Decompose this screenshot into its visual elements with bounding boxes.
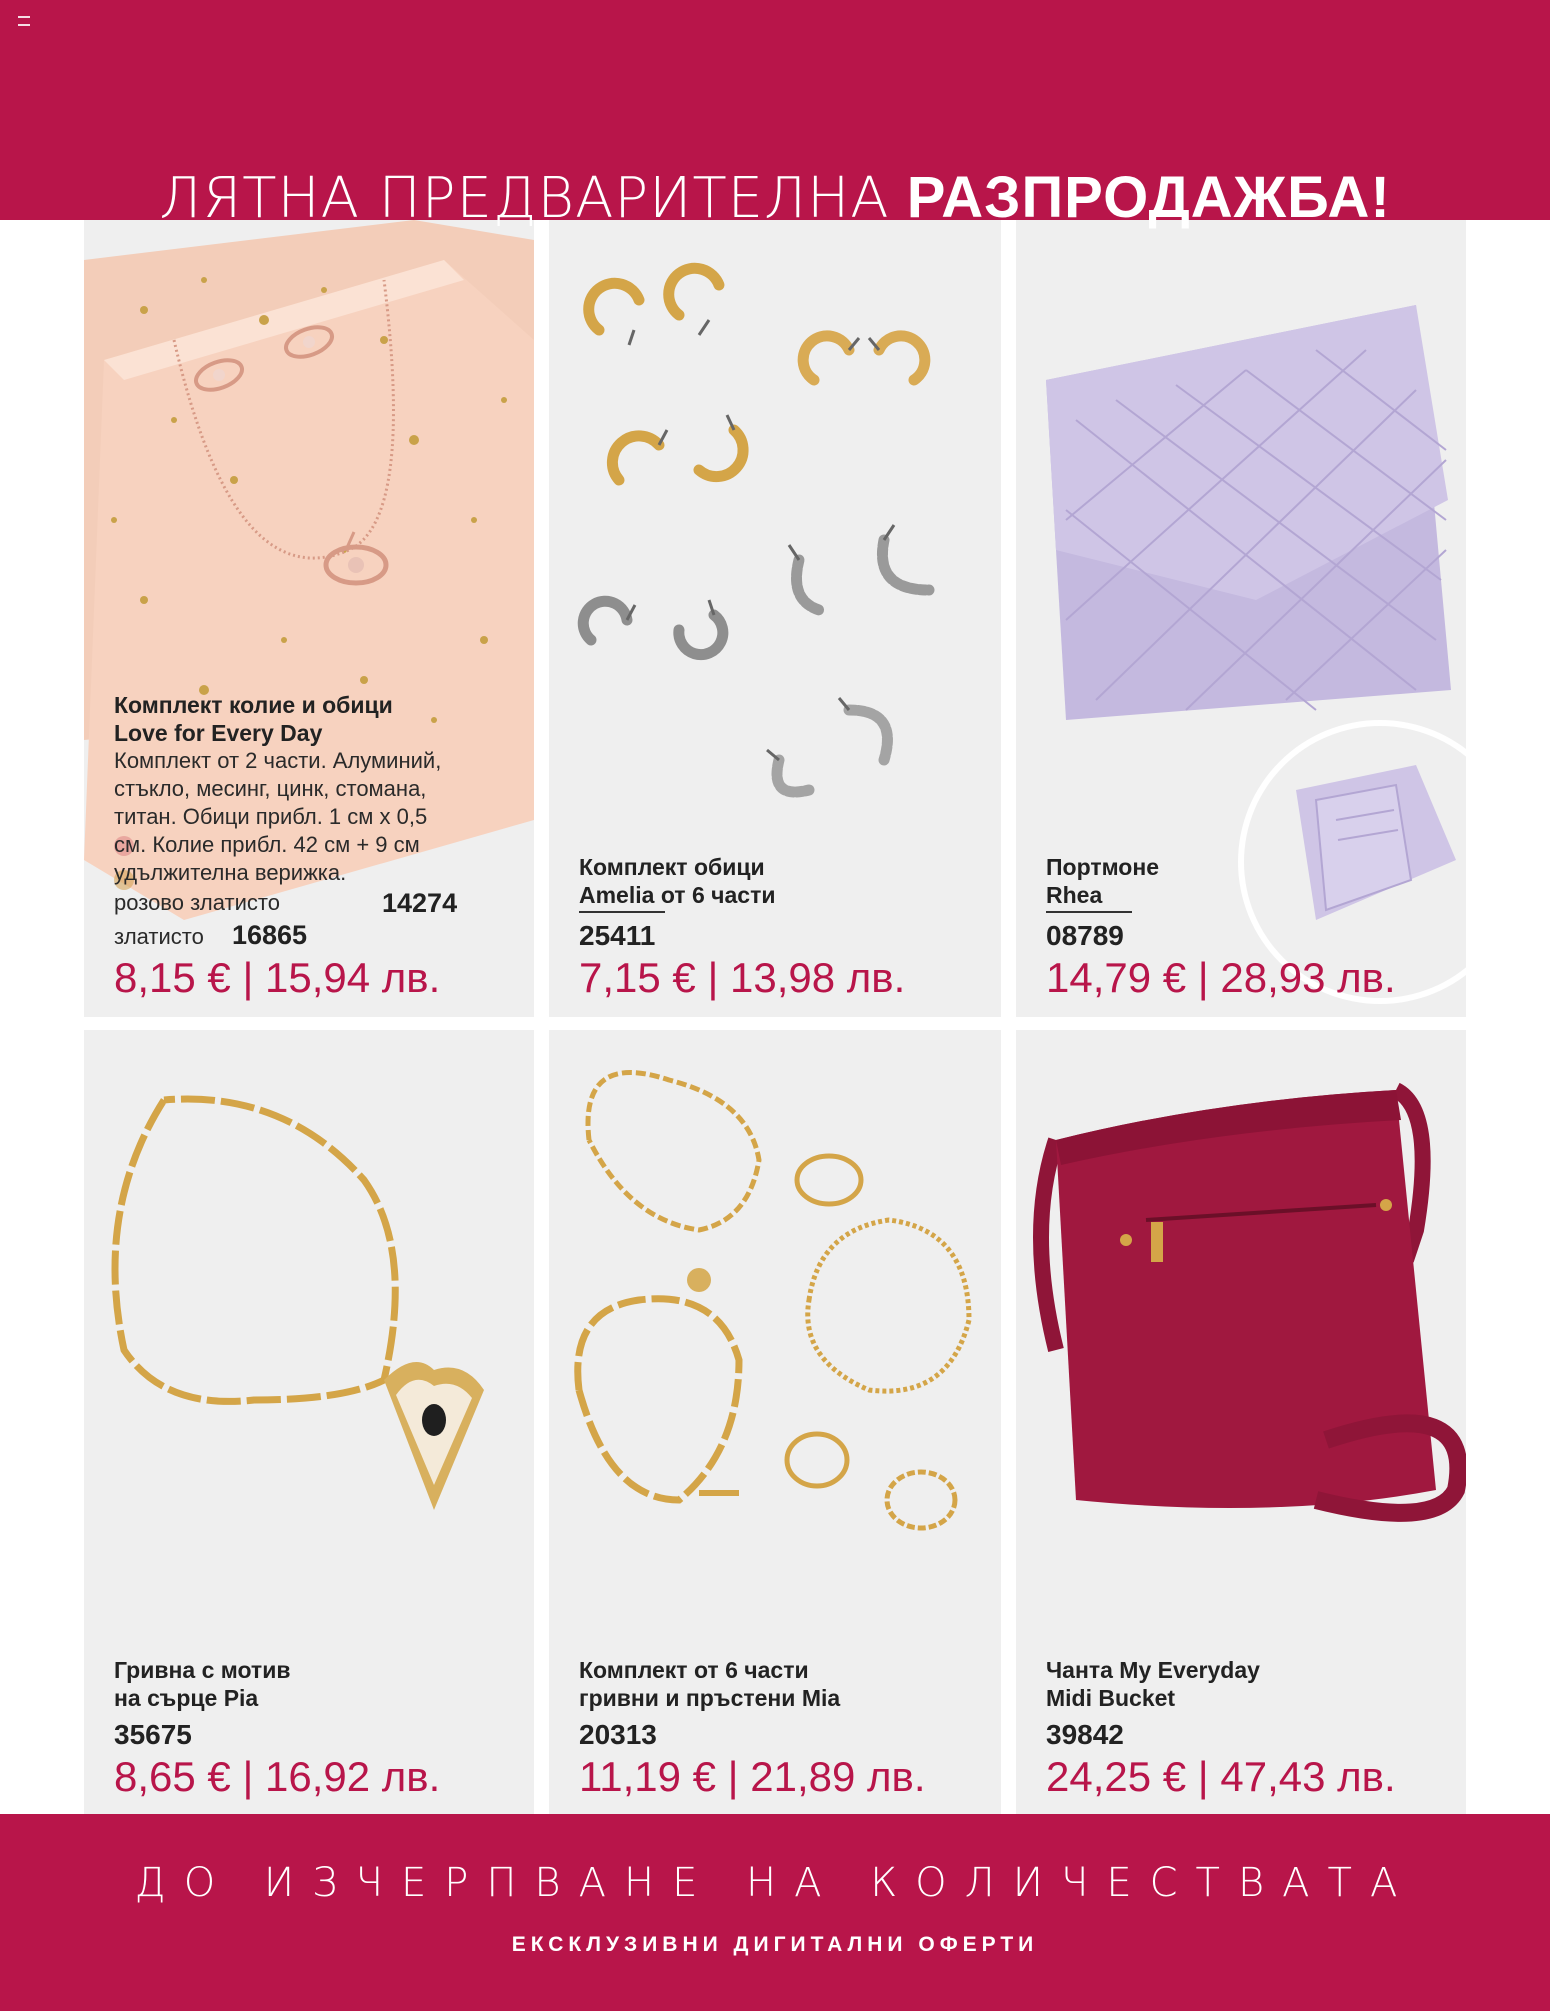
product-code: 16865	[231, 920, 308, 950]
name-underline	[1046, 911, 1132, 913]
product-code: 20313	[579, 1719, 657, 1750]
product-info	[114, 1656, 514, 1802]
product-name-line2: на сърце Pia	[114, 1685, 259, 1711]
page-title	[0, 160, 1550, 237]
product-name-line2: Rhea	[1046, 882, 1103, 908]
title-light: ЛЯТНА ПРЕДВАРИТЕЛНА	[159, 166, 890, 231]
product-name-line2: Love for Every Day	[114, 720, 323, 746]
product-info	[1046, 853, 1446, 1003]
product-card-my-everyday-midi-bucket[interactable]	[1016, 1030, 1466, 1814]
product-name-line1: Портмоне	[1046, 854, 1160, 880]
bottom-banner	[0, 1814, 1550, 2011]
product-code: 25411	[579, 920, 656, 951]
product-price: 24,25 € | 47,43 лв.	[1046, 1753, 1396, 1800]
variant-label: розово златисто	[114, 890, 280, 915]
footer-tagline: ДО ИЗЧЕРПВАНЕ НА КОЛИЧЕСТВАТА	[134, 1860, 1416, 1906]
product-name-line2: гривни и пръстени Mia	[579, 1685, 841, 1711]
product-code: 39842	[1046, 1719, 1124, 1750]
product-price: 14,79 € | 28,93 лв.	[1046, 954, 1396, 1001]
product-price: 11,19 € | 21,89 лв.	[579, 1753, 926, 1800]
desc-line: Комплект от 2 части. Алуминий,	[114, 748, 442, 773]
product-card-love-for-every-day[interactable]	[84, 220, 534, 1017]
product-name-line1: Комплект колие и обици	[114, 692, 393, 718]
product-card-rhea[interactable]	[1016, 220, 1466, 1017]
menu-icon[interactable]	[18, 16, 30, 26]
product-code: 14274	[382, 888, 458, 918]
desc-line: титан. Обици прибл. 1 см х 0,5	[114, 804, 428, 829]
variant-row-rose-gold	[114, 887, 514, 919]
desc-line: см. Колие прибл. 42 см + 9 см	[114, 832, 420, 857]
product-code: 35675	[114, 1719, 192, 1750]
desc-line: стъкло, месинг, цинк, стомана,	[114, 776, 427, 801]
product-code: 08789	[1046, 920, 1124, 951]
product-card-amelia[interactable]	[549, 220, 1001, 1017]
product-name-line2: Amelia от 6 части	[579, 882, 776, 908]
product-name-line1: Чанта My Everyday	[1046, 1657, 1260, 1683]
title-bold: РАЗПРОДАЖБА!	[906, 165, 1391, 230]
product-name-line1: Гривна с мотив	[114, 1657, 291, 1683]
product-name-line2: Midi Bucket	[1046, 1685, 1176, 1711]
footer-subline: ЕКСКЛУЗИВНИ ДИГИТАЛНИ ОФЕРТИ	[511, 1933, 1039, 1956]
desc-line: удължителна верижка.	[114, 860, 347, 885]
product-info	[579, 1656, 981, 1802]
product-info	[114, 691, 514, 1003]
product-card-pia[interactable]	[84, 1030, 534, 1814]
variant-row-gold	[114, 919, 514, 953]
product-card-mia[interactable]	[549, 1030, 1001, 1814]
product-price: 7,15 € | 13,98 лв.	[579, 954, 906, 1001]
product-info	[579, 853, 981, 1003]
product-price: 8,65 € | 16,92 лв.	[114, 1753, 441, 1800]
product-price: 8,15 € | 15,94 лв.	[114, 954, 441, 1001]
variant-label: златисто	[114, 924, 204, 949]
name-underline	[579, 911, 665, 913]
product-name-line1: Комплект обици	[579, 854, 765, 880]
product-info	[1046, 1656, 1446, 1802]
product-name-line1: Комплект от 6 части	[579, 1657, 809, 1683]
